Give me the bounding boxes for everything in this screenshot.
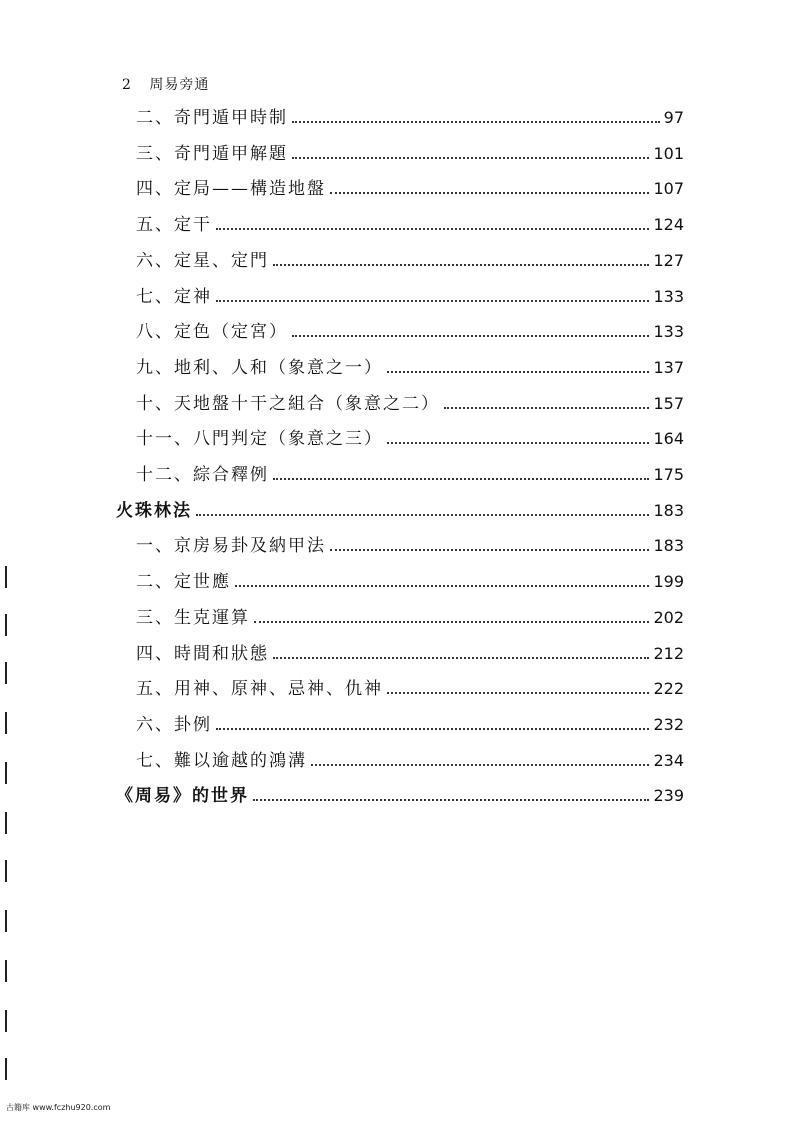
- toc-entry-page: 124: [653, 215, 684, 234]
- margin-mark: [5, 910, 7, 932]
- toc-entry-title: 五、定干: [136, 215, 212, 235]
- toc-entry-title: 二、奇門遁甲時制: [136, 108, 288, 128]
- dot-leader: [216, 228, 649, 230]
- toc-entry-title: 火珠林法: [116, 501, 192, 521]
- toc-entry: [136, 606, 684, 630]
- margin-mark: [5, 1058, 7, 1080]
- dot-leader: [253, 799, 649, 801]
- toc-entry: [136, 142, 684, 166]
- toc-entry: [136, 713, 684, 737]
- toc-entry-title: 四、定局——構造地盤: [136, 179, 326, 199]
- toc-entry-page: 164: [653, 429, 684, 448]
- toc-entry-title: 四、時間和狀態: [136, 644, 269, 664]
- toc-entry-title: 九、地利、人和（象意之一）: [136, 358, 383, 378]
- toc-entry-page: 234: [653, 751, 684, 770]
- toc-entry: [136, 249, 684, 273]
- dot-leader: [196, 514, 649, 516]
- dot-leader: [387, 692, 649, 694]
- margin-mark: [5, 812, 7, 834]
- toc-entry-title: 七、定神: [136, 287, 212, 307]
- toc-entry-title: 三、生克運算: [136, 608, 250, 628]
- toc-entry: [136, 356, 684, 380]
- toc-entry: [136, 749, 684, 773]
- toc-entry-title: 十一、八門判定（象意之三）: [136, 429, 383, 449]
- toc-entry-page: 133: [653, 287, 684, 306]
- toc-entry-page: 183: [653, 536, 684, 555]
- toc-entry-page: 212: [653, 644, 684, 663]
- toc-entry-page: 97: [663, 108, 684, 127]
- toc-entry-title: 六、卦例: [136, 715, 212, 735]
- toc-entry-title: 十二、綜合釋例: [136, 465, 269, 485]
- toc-entry-title: 七、難以逾越的鴻溝: [136, 751, 307, 771]
- dot-leader: [387, 442, 649, 444]
- toc-entry-title: 三、奇門遁甲解題: [136, 144, 288, 164]
- margin-mark: [5, 566, 7, 588]
- toc-entry: [136, 285, 684, 309]
- toc-entry-page: 199: [653, 572, 684, 591]
- dot-leader: [292, 121, 660, 123]
- toc-entry: [136, 677, 684, 701]
- toc-entry-title: 十、天地盤十干之組合（象意之二）: [136, 394, 440, 414]
- toc-entry-page: 137: [653, 358, 684, 377]
- toc-entry-title: 二、定世應: [136, 572, 231, 592]
- dot-leader: [273, 478, 649, 480]
- dot-leader: [273, 657, 649, 659]
- margin-mark: [5, 1010, 7, 1032]
- toc-entry: [136, 392, 684, 416]
- dot-leader: [311, 764, 649, 766]
- toc-entry-title: 《周易》的世界: [116, 786, 249, 806]
- toc-entry-page: 127: [653, 251, 684, 270]
- toc-entry: [136, 427, 684, 451]
- toc-entry: [136, 213, 684, 237]
- dot-leader: [444, 407, 649, 409]
- dot-leader: [235, 585, 649, 587]
- toc-entry-page: 232: [653, 715, 684, 734]
- toc-entry: [136, 570, 684, 594]
- dot-leader: [387, 371, 649, 373]
- toc-entry-page: 183: [653, 501, 684, 520]
- toc-entry-page: 101: [653, 144, 684, 163]
- toc-entry-page: 222: [653, 679, 684, 698]
- margin-mark: [5, 712, 7, 734]
- dot-leader: [216, 300, 649, 302]
- toc-entry-page: 133: [653, 322, 684, 341]
- dot-leader: [216, 728, 649, 730]
- toc-entry: [136, 320, 684, 344]
- dot-leader: [292, 157, 649, 159]
- margin-mark: [5, 662, 7, 684]
- header-running-title: 周易旁通: [149, 77, 210, 93]
- toc-entry-page: 175: [653, 465, 684, 484]
- dot-leader: [254, 621, 649, 623]
- dot-leader: [292, 335, 649, 337]
- toc-entry-title: 一、京房易卦及納甲法: [136, 536, 326, 556]
- toc-entry: [136, 534, 684, 558]
- toc-entry-title: 五、用神、原神、忌神、仇神: [136, 679, 383, 699]
- toc-entry: [116, 784, 684, 808]
- toc-entry-page: 107: [653, 179, 684, 198]
- margin-mark: [5, 762, 7, 784]
- toc-entry: [136, 642, 684, 666]
- toc-entry: [136, 106, 684, 130]
- footer-watermark: 古籍库 www.fczhu920.com: [6, 1103, 111, 1112]
- toc-entry: [136, 463, 684, 487]
- margin-mark: [5, 860, 7, 882]
- toc-entry-page: 239: [653, 786, 684, 805]
- dot-leader: [330, 549, 649, 551]
- toc-entry-page: 157: [653, 394, 684, 413]
- toc-entry-title: 六、定星、定門: [136, 251, 269, 271]
- toc-entry-title: 八、定色（定宮）: [136, 322, 288, 342]
- toc-entry: [136, 177, 684, 201]
- header-page-number: 2: [122, 77, 132, 93]
- dot-leader: [273, 264, 649, 266]
- toc-entry: [116, 499, 684, 523]
- margin-mark: [5, 614, 7, 636]
- dot-leader: [330, 192, 649, 194]
- toc-entry-page: 202: [653, 608, 684, 627]
- margin-mark: [5, 960, 7, 982]
